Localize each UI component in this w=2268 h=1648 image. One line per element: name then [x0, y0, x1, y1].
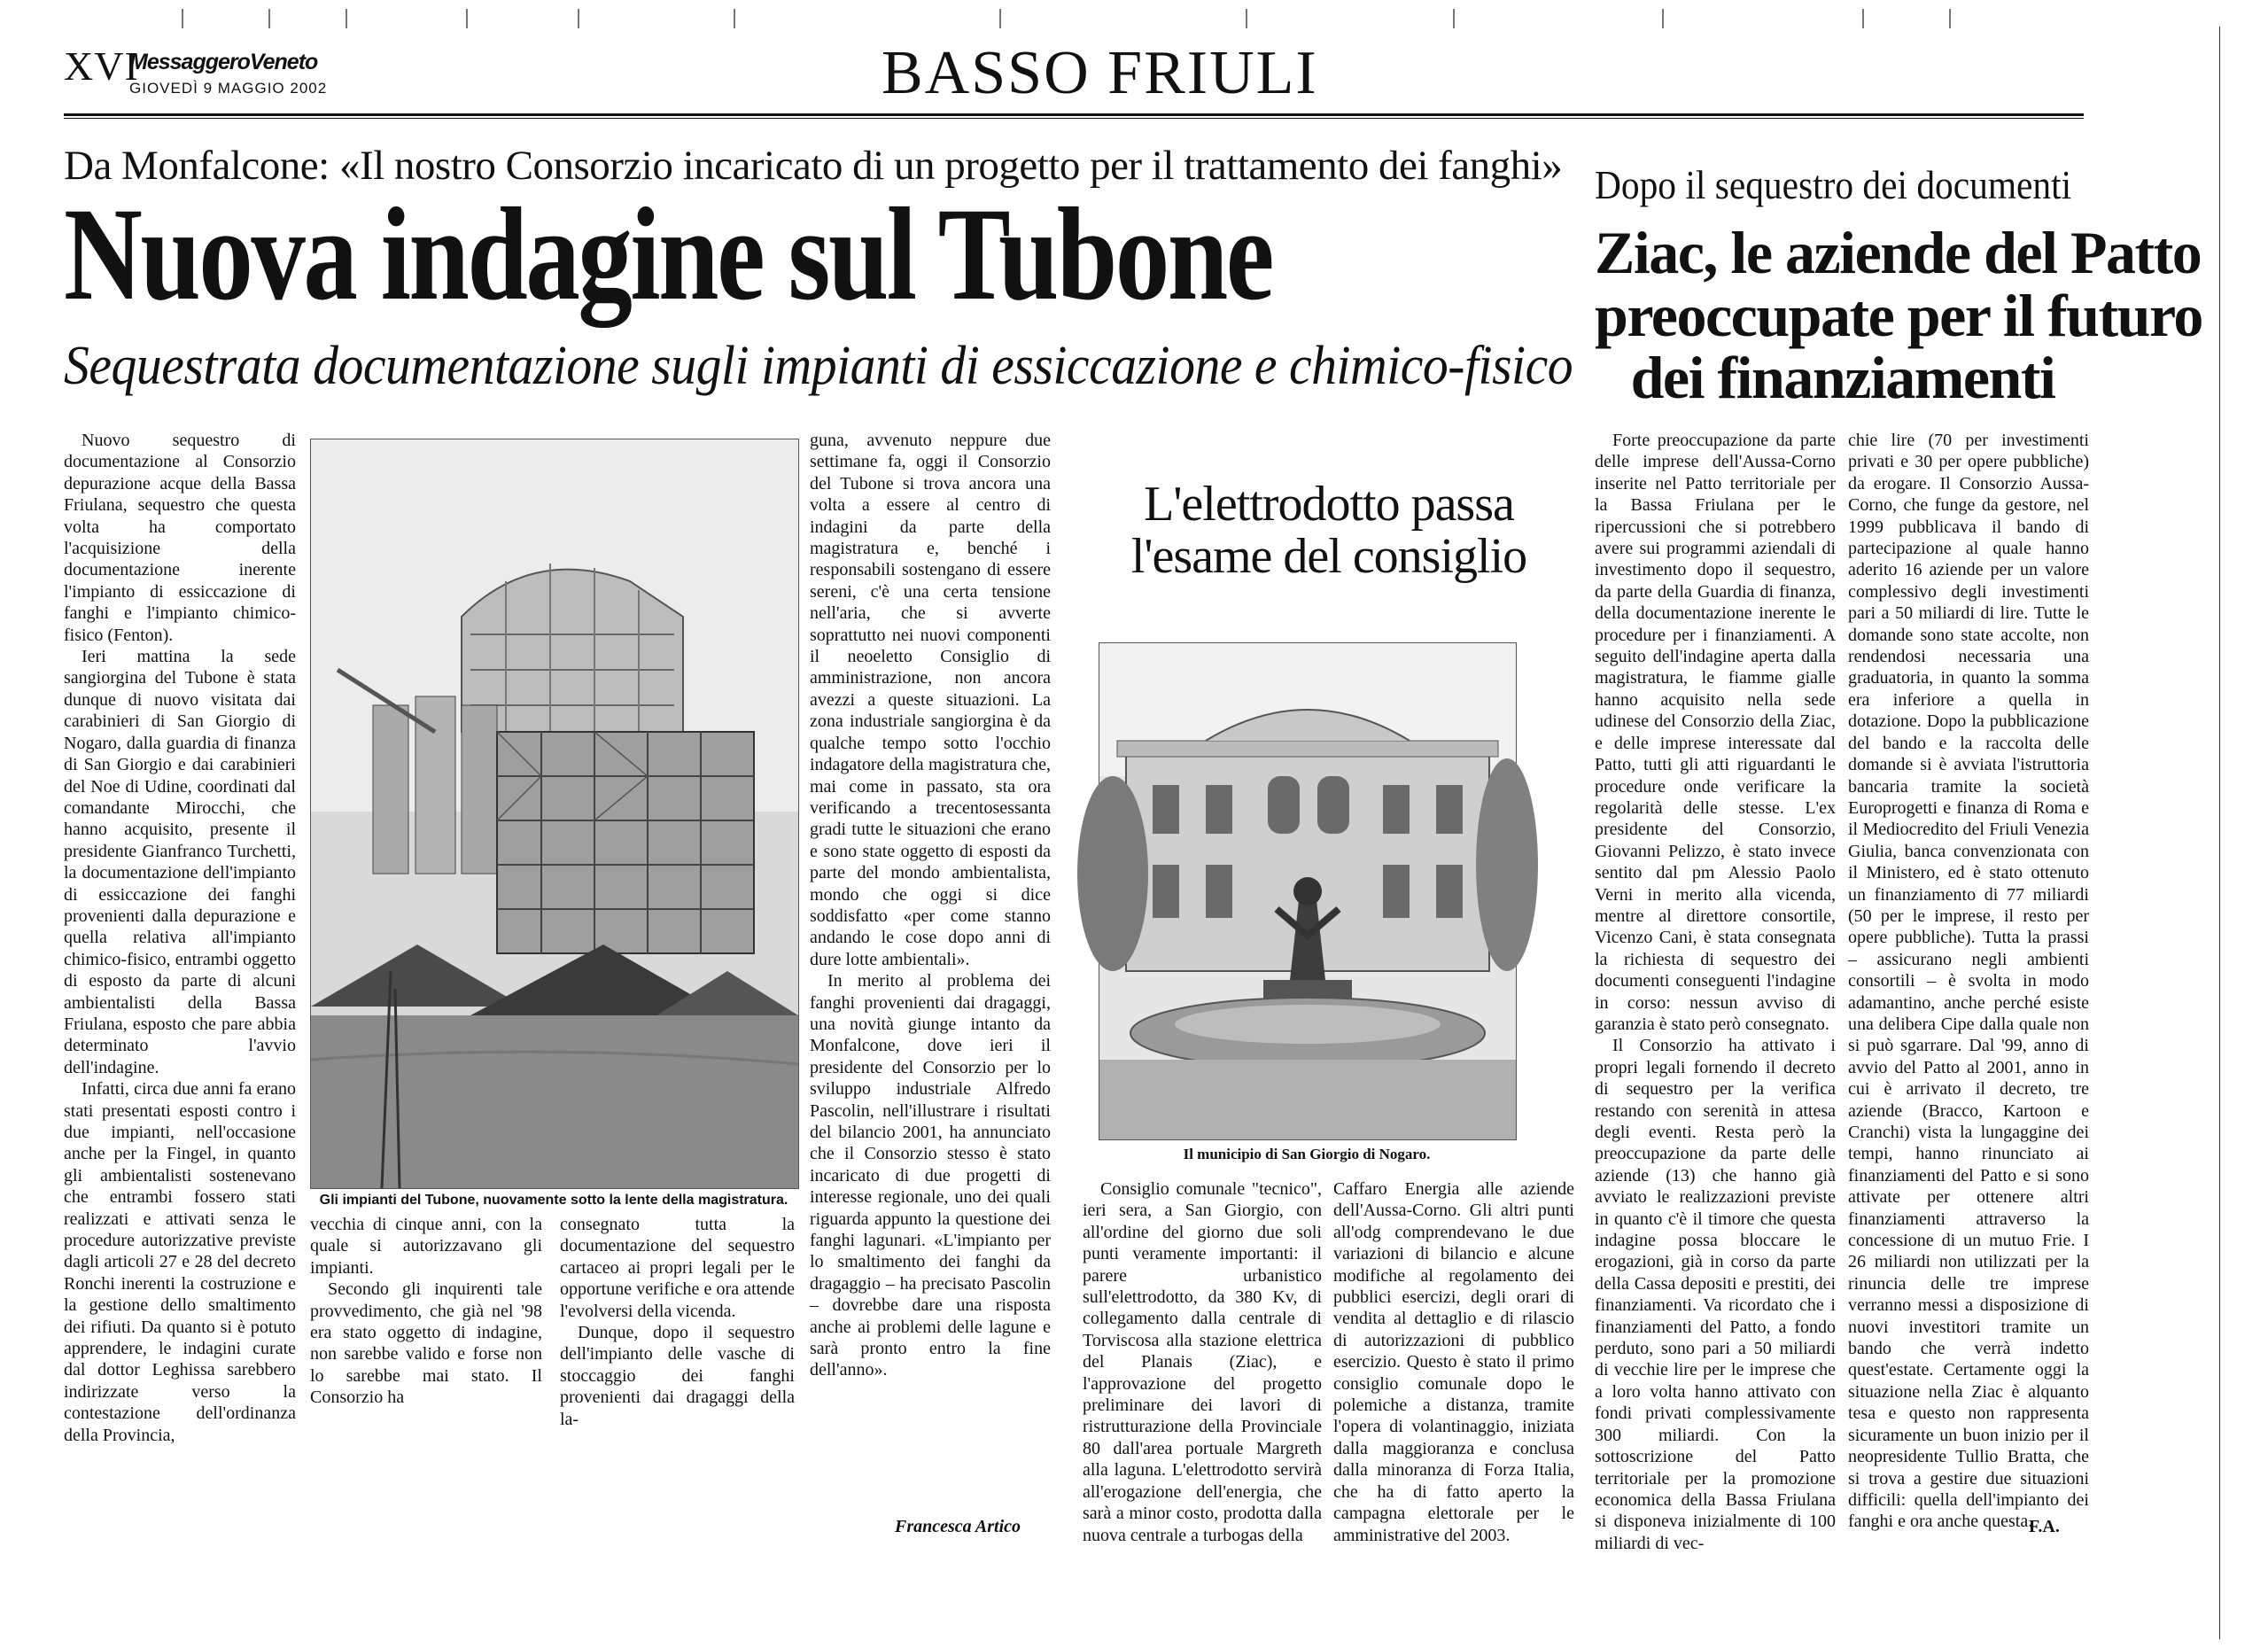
ziac-kicker: Dopo il sequestro dei documenti [1595, 162, 2072, 207]
paragraph: vecchia di cinque anni, con la quale si autorizzavano gli impianti. [310, 1215, 542, 1278]
scan-mark [734, 9, 735, 28]
ziac-headline-line: dei finanziamenti [1630, 344, 2055, 412]
ziac-column-1 [1595, 430, 1836, 1553]
masthead-rule [64, 113, 2084, 116]
municipio-photo [1099, 642, 1517, 1140]
scan-mark [466, 9, 468, 28]
masthead-rule-thin [64, 118, 2084, 119]
paragraph: Forte preoccupazione da parte delle imprese dell'Aussa-Corno inserite nel Patto territoriale per la Bassa Friulana per le ripercussioni che si potrebbero avere sui programmi aziendali di investimento dopo il sequestro, da parte della Guardia di finanza, della documentazione inerente le procedure per i finanziamenti. A seguito dell'indagine aperta dalla magistratura, le fiamme gialle hanno acquisito nella sede udinese del Consorzio della Ziac, e delle imprese interessate dal Patto, tutti gli atti riguardanti le procedure onde verificare la regolarità delle stesse. L'ex presidente del Consorzio, Giovanni Pelizzo, è stato invece sentito dal pm Alessio Paolo Verni in merito alla vicenda, mentre al direttore consortile, Vicenzo Cani, è stata consegnata la richiesta di sequestro dei documenti conseguenti l'indagine in corso: nessun avviso di garanzia è stato però consegnato. [1595, 431, 1836, 1034]
main-column-2 [310, 1214, 542, 1586]
section-title: BASSO FRIULI [882, 39, 1318, 107]
publication-date: GIOVEDÌ 9 MAGGIO 2002 [129, 80, 328, 97]
scan-mark [999, 9, 1001, 28]
elettrodotto-headline [1076, 478, 1581, 583]
paragraph: Ieri mattina la sede sangiorgina del Tubone è stata dunque di nuovo visitata dai carabinieri di San Giorgio di Nogaro, dalla guardia di finanza di San Giorgio e dai carabinieri del Noe di Udine, coordinati dal comandante Mirocchi, che hanno acquisito, presente il presidente Gianfranco Turchetti, la documentazione dell'impianto di essiccazione dei fanghi provenienti dalla depurazione e quella relativa all'impianto chimico-fisico, entrambi oggetto di esposto da parte di alcuni ambientalisti della Bassa Friulana, esposto che pare abbia determinato l'avvio dell'indagine. [64, 647, 296, 1077]
main-column-1 [64, 430, 296, 1621]
ziac-column-2 [1848, 430, 2089, 1532]
elettrodotto-column-1 [1083, 1178, 1322, 1545]
page-folio: XVI [64, 43, 139, 89]
main-subhead: Sequestrata documentazione sugli impianti di essiccazione e chimico-fisico [64, 336, 1573, 396]
ziac-headline [1595, 219, 2202, 412]
scan-mark [268, 9, 270, 28]
elettrodotto-column-2 [1333, 1178, 1574, 1545]
scan-mark [578, 9, 579, 28]
main-byline: Francesca Artico [895, 1517, 1021, 1536]
ziac-headline-line: preoccupate per il futuro [1595, 281, 2202, 349]
paragraph: In merito al problema dei fanghi provenienti dai dragaggi, una novità giunge intanto da Monfalcone, dove ieri il presidente del Consorzio per lo sviluppo industriale Alfredo Pascolin, nell'illustrare i risultati del bilancio 2001, ha annunciato che il Consorzio stesso è stato incaricato di due progetti di interesse regionale, uno dei quali riguarda appunto la questione dei fanghi lagunari. «L'impianto per lo smaltimento dei fanghi da dragaggio – ha precisato Pascolin – dovrebbe dare una risposta anche ai problemi delle lagune e sarà pronto entro la fine dell'anno». [810, 971, 1051, 1380]
paragraph: Secondo gli inquirenti tale provvedimento, che già nel '98 era stato oggetto di indagine, non sarebbe valido e forse non lo sarebbe mai stato. Il Consorzio ha [310, 1279, 542, 1408]
ziac-byline: F.A. [2029, 1517, 2060, 1536]
elettrodotto-headline-line: l'esame del consiglio [1130, 528, 1527, 584]
elettrodotto-headline-line: L'elettrodotto passa [1144, 477, 1514, 532]
tubone-plant-photo [310, 439, 799, 1189]
paragraph: Caffaro Energia alle aziende dell'Aussa-Corno. Gli altri punti all'odg comprendevano le due variazioni di bilancio e alcune modifiche al regolamento dei pubblici esercizi, degli orari di vendita al dettaglio e di rilascio di autorizzazioni di pubblico esercizio. Questo è stato il primo consiglio comunale dopo le polemiche a distanza, tramite l'opera di volantinaggio, iniziata dalla maggioranza e conclusa dalla minoranza di Forza Italia, che ha di fatto aperto la campagna elettorale per le amministrative del 2003. [1333, 1179, 1574, 1545]
newspaper-name: MessaggeroVeneto [129, 50, 318, 74]
scan-mark [1862, 9, 1864, 28]
scan-mark [1662, 9, 1664, 28]
tubone-photo-caption: Gli impianti del Tubone, nuovamente sotto la lente della magistratura. [319, 1193, 788, 1208]
municipio-photo-caption: Il municipio di San Giorgio di Nogaro. [1183, 1146, 1431, 1162]
ziac-headline-line: Ziac, le aziende del Patto [1595, 219, 2202, 286]
paragraph: Dunque, dopo il sequestro dell'impianto delle vasche di stoccaggio dei fanghi provenienti dai dragaggi della la- [560, 1323, 795, 1429]
scan-mark [182, 9, 183, 28]
main-column-3 [560, 1214, 795, 1506]
paragraph: Nuovo sequestro di documentazione al Consorzio depurazione acque della Bassa Friulana, sequestro che questa volta ha comportato l'acquisizione della documentazione inerente l'impianto di essiccazione di fanghi e l'impianto chimico- fisico (Fenton). [64, 431, 296, 645]
scan-mark [346, 9, 347, 28]
paragraph: consegnato tutta la documentazione del sequestro cartaceo ai propri legali per le opportune verifiche e ora attende l'evolversi della vicenda. [560, 1215, 795, 1321]
scan-edge-line [2219, 27, 2220, 1639]
main-kicker: Da Monfalcone: «Il nostro Consorzio incaricato di un progetto per il trattamento dei fanghi» [64, 143, 1563, 189]
paragraph: guna, avvenuto neppure due settimane fa, oggi il Consorzio del Tubone si trova ancora una volta a essere al centro di indagini da parte della magistratura e, benché i responsabili sostengano di essere sereni, c'è una certa tensione nell'aria, che si avverte soprattutto nei nuovi componenti il neoeletto Consiglio di amministrazione, non ancora avezzi a queste situazioni. La zona industriale sangiorgina è da qualche tempo sotto l'occhio indagatore della magistratura che, mai come in passato, sta ora verificando a trecentosessanta gradi tutte le situazioni che erano e sono state oggetto di esposti da parte del mondo ambientalista, mondo che oggi si dice soddisfatto «per come stanno andando le cose dopo anni di dure lotte ambientali». [810, 431, 1051, 969]
paragraph: Consiglio comunale "tecnico", ieri sera, a San Giorgio, con all'ordine del giorno due soli punti veramente importanti: il parere urbanistico sull'elettrodotto, da 380 Kv, di collegamento dalla centrale di Torviscosa alla stazione elettrica del Planais (Ziac), e l'approvazione del progetto preliminare dei lavori di ristrutturazione della Provinciale 80 dall'area portuale Margreth alla laguna. L'elettrodotto servirà all'erogazione dell'energia, che sarà a minor costo, prodotta dalla nuova centrale a turbogas della [1083, 1179, 1322, 1545]
paragraph: Infatti, circa due anni fa erano stati presentati esposti contro i due impianti, nell'occasione anche per la Fingel, in quanto gli ambientalisti sostenevano che entrambi fossero stati realizzati e attivati senza le procedure autorizzative previste dagli articoli 27 e 28 del decreto Ronchi inerenti la costruzione e la gestione dello smaltimento dei rifiuti. Da quanto si è potuto apprendere, le indagini curate dal dottor Leghissa sarebbero indirizzate verso la contestazione dell'ordinanza della Provincia, [64, 1079, 296, 1445]
scan-mark [1246, 9, 1247, 28]
main-column-4 [810, 430, 1051, 1511]
main-headline: Nuova indagine sul Tubone [64, 181, 1272, 328]
paragraph: chie lire (70 per investimenti privati e 30 per opere pubbliche) da erogare. Il Consorzio Aussa-Corno, che funge da gestore, nel 1999 pubblicava il bando di partecipazione al quale hanno aderito 16 aziende per un valore complessivo degli investimenti pari a 50 miliardi di lire. Tutte le domande sono state accolte, non rendendosi necessaria una graduatoria, in quanto la somma era inferiore a quella in dotazione. Dopo la pubblicazione del bando e la raccolta delle domande si è avviata l'istruttoria bancaria tramite la società Europrogetti e finanza di Roma e il Mediocredito del Friuli Venezia Giulia, banca convenzionata con il Ministero, ed è stato ottenuto un finanziamento di 77 miliardi (50 per le imprese, il resto per opere pubbliche). Tutta la prassi – assicurano negli ambienti consortili – è svolta in modo adamantino, anche perché esiste una delibera Cipe dalla quale non si può sgarrare. Dal '99, anno di avvio del Patto al 2001, anno in cui è arrivato il decreto, tre aziende (Bracco, Kartoon e Cranchi) vista la lungaggine dei tempi, hanno rinunciato ai finanziamenti del Patto e si sono attivate per ottenere altri finanziamenti attraverso la concessione di un mutuo Frie. I 26 miliardi non utilizzati per la rinuncia delle tre imprese verranno messi a disposizione di nuovi investitori tramite un bando che verrà indetto quest'estate. Certamente oggi la situazione nella Ziac è alquanto tesa e questo non rappresenta sicuramente un buon inizio per il neopresidente Tullio Bratta, che si trova a gestire due situazioni difficili: quella dell'impianto dei fanghi e ora anche questa. [1848, 431, 2089, 1532]
paragraph: Il Consorzio ha attivato i propri legali fornendo il decreto di sequestro per la verifica restando con serenità in attesa degli eventi. Resta però la preoccupazione da parte delle aziende (13) che hanno già avviato le realizzazioni previste in quanto c'è il timore che questa indagine possa bloccare le erogazioni, già in corso da parte della Cassa depositi e prestiti, dei finanziamenti. Va ricordato che i finanziamenti del Patto, a fondo perduto, sono pari a 50 miliardi di vecchie lire per le imprese che a loro volta hanno attivato con fondi privati complessivamente 300 miliardi. Con la sottoscrizione del Patto territoriale per la promozione economica della Bassa Friulana si disponeva inizialmente di 100 miliardi di vec- [1595, 1036, 1836, 1553]
scan-mark [1453, 9, 1455, 28]
scan-mark [1949, 9, 1951, 28]
